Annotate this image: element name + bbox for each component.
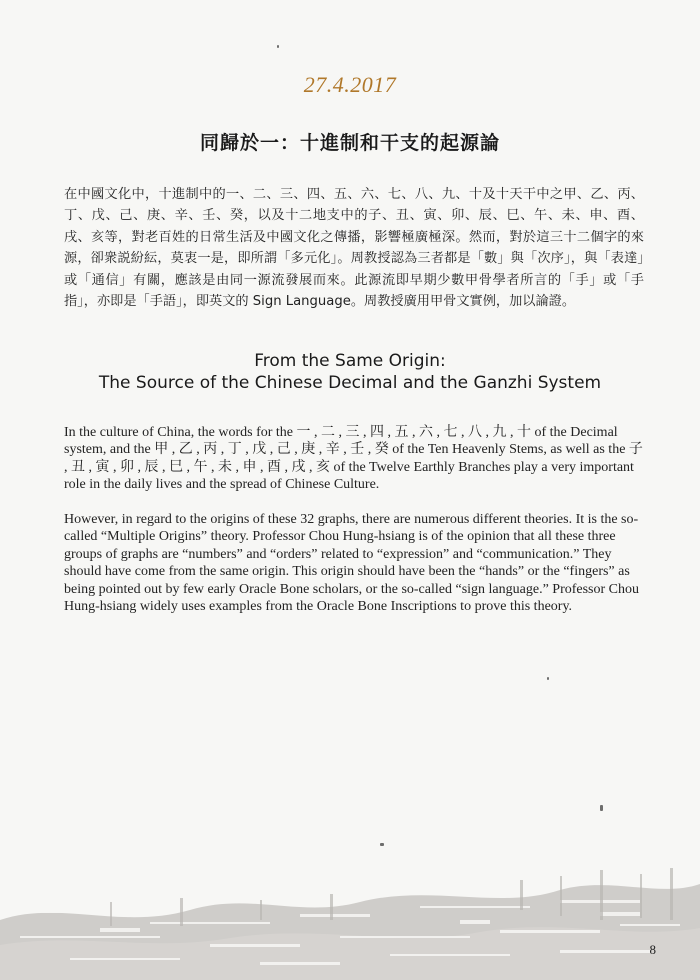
english-paragraph-2: However, in regard to the origins of these 32 graphs, there are numerous different theories. It is the so-called “Multiple Origins” theory. Professor Chou Hung-hsiang is of the opinion that all these three groups of graphs are “numbers” and “orders” related to “expression” and “communication.” They should have come from the same origin. This origin should have been the “hands” or the “fingers” as being pointed out by few early Oracle Bone scholars, or the so-called “sign language.” Professor Chou Hung-hsiang widely uses examples from the Oracle Bone Inscriptions to prove this theory. — [64, 512, 639, 615]
paper-speck — [600, 805, 603, 811]
page-number: 8 — [649, 942, 656, 957]
event-date: 27.4.2017 — [303, 72, 397, 97]
chinese-body-paragraph: 在中國文化中，十進制中的一、二、三、四、五、六、七、八、九、十及十天干中之甲、乙、丙、丁、戊、己、庚、辛、壬、癸，以及十二地支中的子、丑、寅、卯、辰、巳、午、未、申、酉、戌、亥等，對老百姓的日常生活及中國文化之傳播，影響極廣極深。然而，對於這三十二個字的來源，卻衆説紛紜，莫衷一是，即所謂「多元化」。周教授認為三者都是「數」與「次序」，與「表達」或「通信」有關，應該是由同一源流發展而來。此源流即早期少數甲骨學者所言的「手」或「手指」，亦即是「手語」，即英文的 Sign Language。周教授廣用甲骨文實例，加以論證。 — [64, 187, 644, 310]
english-paragraph-1: In the culture of China, the words for the 一 , 二 , 三 , 四 , 五 , 六 , 七 , 八 , 九 , 十 of the Decimal system, and the 甲 , 乙 , 丙 , 丁 , 戊 , 己 , 庚 , 辛 , 壬 , 癸 of the Ten Heavenly Stems, as well as the 子 , 丑 , 寅 , 卯 , 辰 , 巳 , 午 , 未 , 申 , 酉 , 戌 , 亥 of the Twelve Earthly Branches play a very important role in the daily lives and the spread of Chinese Culture. — [64, 425, 643, 493]
english-title — [0, 350, 700, 394]
paper-speck — [547, 677, 549, 680]
english-title-line-1: From the Same Origin: — [254, 351, 446, 371]
brush-texture-decoration — [0, 840, 700, 980]
paper-speck — [277, 45, 279, 48]
chinese-title: 同歸於一：十進制和干支的起源論 — [199, 132, 500, 154]
english-title-line-2: The Source of the Chinese Decimal and the Ganzhi System — [98, 373, 602, 393]
